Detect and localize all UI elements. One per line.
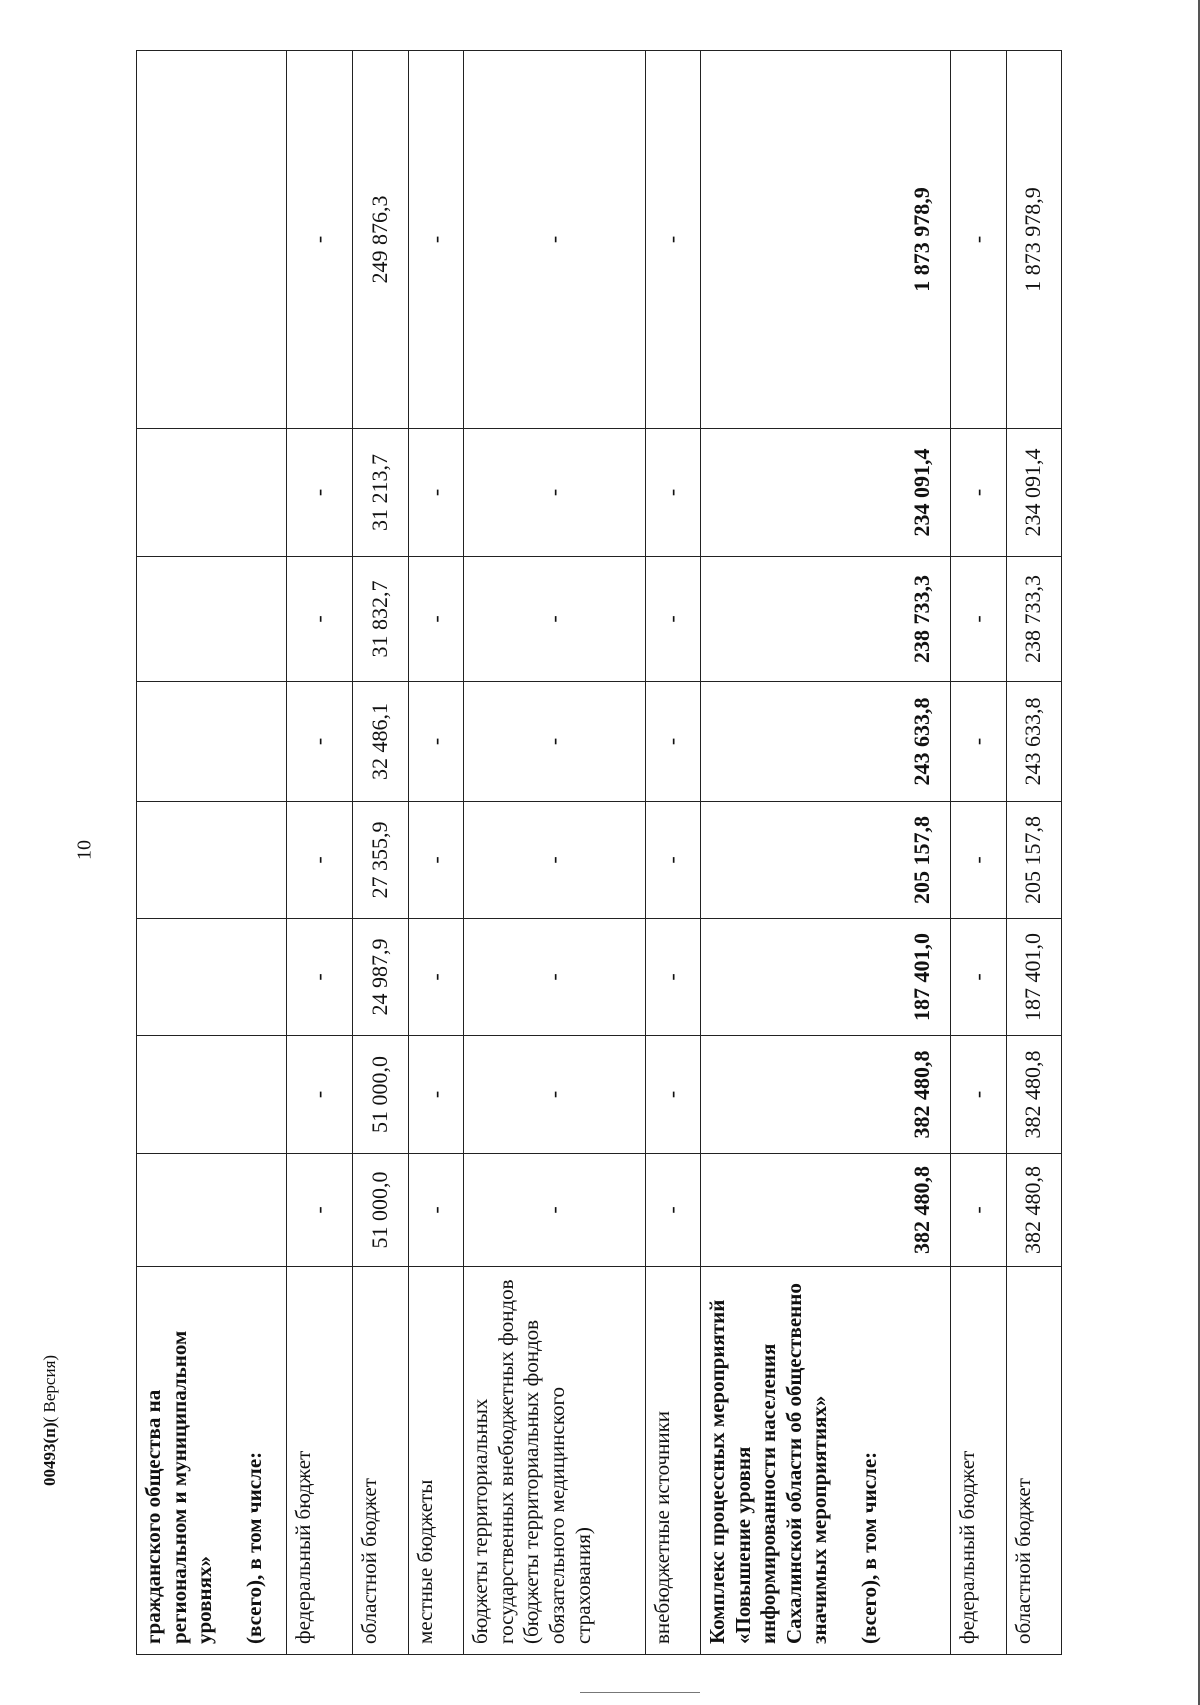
value-cell: 205 157,8 bbox=[701, 802, 951, 919]
value-cell: - bbox=[645, 51, 700, 429]
value-cell bbox=[137, 1154, 287, 1267]
value-cell: 31 213,7 bbox=[353, 429, 408, 557]
value-cell: 382 480,8 bbox=[1006, 1036, 1061, 1154]
value-cell: - bbox=[951, 1036, 1006, 1154]
value-cell: - bbox=[408, 1036, 463, 1154]
section-subtitle: (всего), в том числе: bbox=[241, 1451, 266, 1644]
value-cell: - bbox=[286, 429, 352, 557]
value-cell: 243 633,8 bbox=[701, 682, 951, 802]
value-cell: - bbox=[286, 919, 352, 1036]
value-cell: - bbox=[286, 682, 352, 802]
row-label-cell: областной бюджет bbox=[1006, 1267, 1061, 1655]
value-cell bbox=[137, 802, 287, 919]
value-cell: - bbox=[951, 1154, 1006, 1267]
value-cell bbox=[137, 51, 287, 429]
value-cell bbox=[137, 429, 287, 557]
row-label-cell bbox=[137, 1267, 287, 1655]
table-row bbox=[286, 51, 352, 1655]
table-row bbox=[951, 51, 1006, 1655]
value-cell: - bbox=[645, 682, 700, 802]
page-number: 10 bbox=[73, 840, 96, 860]
value-cell bbox=[137, 919, 287, 1036]
row-label-cell: внебюджетные источники bbox=[645, 1267, 700, 1655]
document-code-number: 00493(п) bbox=[40, 1422, 59, 1486]
value-cell: - bbox=[645, 1036, 700, 1154]
table-row bbox=[353, 51, 408, 1655]
budget-table-body bbox=[137, 51, 1062, 1655]
table-row bbox=[701, 51, 951, 1655]
value-cell: 238 733,3 bbox=[1006, 557, 1061, 682]
value-cell: - bbox=[286, 1036, 352, 1154]
value-cell: 205 157,8 bbox=[1006, 802, 1061, 919]
value-cell: 1 873 978,9 bbox=[701, 51, 951, 429]
value-cell: 187 401,0 bbox=[1006, 919, 1061, 1036]
rotated-table-container bbox=[136, 51, 1062, 1655]
value-cell: - bbox=[286, 1154, 352, 1267]
value-cell: - bbox=[464, 557, 646, 682]
value-cell: - bbox=[951, 802, 1006, 919]
row-label-cell: местные бюджеты bbox=[408, 1267, 463, 1655]
value-cell: 249 876,3 bbox=[353, 51, 408, 429]
budget-table bbox=[136, 50, 1062, 1655]
value-cell: - bbox=[286, 557, 352, 682]
value-cell: 51 000,0 bbox=[353, 1154, 408, 1267]
value-cell: - bbox=[645, 1154, 700, 1267]
value-cell: 187 401,0 bbox=[701, 919, 951, 1036]
value-cell: 234 091,4 bbox=[701, 429, 951, 557]
table-row bbox=[137, 51, 287, 1655]
section-subtitle: (всего), в том числе: bbox=[857, 1451, 882, 1644]
section-title: Комплекс процессных мероприятий «Повышение уровня информированности населения Сахалинской области об общественно значимых мероприятиях» bbox=[705, 1283, 832, 1644]
value-cell: - bbox=[408, 1154, 463, 1267]
table-row bbox=[1006, 51, 1061, 1655]
value-cell: 382 480,8 bbox=[701, 1154, 951, 1267]
value-cell: 382 480,8 bbox=[1006, 1154, 1061, 1267]
value-cell: 32 486,1 bbox=[353, 682, 408, 802]
value-cell: - bbox=[286, 51, 352, 429]
value-cell: 238 733,3 bbox=[701, 557, 951, 682]
value-cell: - bbox=[408, 51, 463, 429]
value-cell: - bbox=[464, 919, 646, 1036]
value-cell: - bbox=[408, 557, 463, 682]
value-cell: - bbox=[645, 429, 700, 557]
value-cell: - bbox=[408, 919, 463, 1036]
table-row bbox=[408, 51, 463, 1655]
value-cell bbox=[137, 557, 287, 682]
value-cell: - bbox=[464, 1036, 646, 1154]
value-cell: 24 987,9 bbox=[353, 919, 408, 1036]
value-cell: - bbox=[464, 802, 646, 919]
value-cell: - bbox=[645, 802, 700, 919]
value-cell: - bbox=[408, 802, 463, 919]
row-label-cell: федеральный бюджет bbox=[951, 1267, 1006, 1655]
value-cell: - bbox=[464, 682, 646, 802]
row-label-cell: бюджеты территориальных государственных внебюджетных фондов (бюджеты территориальных фондов обязательного медицинского страхования) bbox=[464, 1267, 646, 1655]
row-label-cell bbox=[701, 1267, 951, 1655]
table-row bbox=[464, 51, 646, 1655]
value-cell: 382 480,8 bbox=[701, 1036, 951, 1154]
value-cell: 234 091,4 bbox=[1006, 429, 1061, 557]
value-cell: 31 832,7 bbox=[353, 557, 408, 682]
value-cell: - bbox=[951, 682, 1006, 802]
value-cell: - bbox=[951, 557, 1006, 682]
value-cell: - bbox=[408, 429, 463, 557]
section-title: гражданского общества на региональном и муниципальном уровнях» bbox=[141, 1330, 217, 1644]
value-cell: 27 355,9 bbox=[353, 802, 408, 919]
row-label-cell: областной бюджет bbox=[353, 1267, 408, 1655]
document-code bbox=[40, 1355, 60, 1486]
value-cell: - bbox=[951, 51, 1006, 429]
value-cell bbox=[137, 1036, 287, 1154]
value-cell: - bbox=[645, 557, 700, 682]
value-cell: - bbox=[286, 802, 352, 919]
value-cell: - bbox=[645, 919, 700, 1036]
value-cell: 51 000,0 bbox=[353, 1036, 408, 1154]
value-cell bbox=[137, 682, 287, 802]
document-version: ( Версия) bbox=[40, 1354, 59, 1423]
value-cell: - bbox=[951, 429, 1006, 557]
value-cell: - bbox=[464, 51, 646, 429]
value-cell: 243 633,8 bbox=[1006, 682, 1061, 802]
value-cell: - bbox=[464, 429, 646, 557]
scan-line bbox=[580, 1692, 700, 1693]
value-cell: - bbox=[408, 682, 463, 802]
table-row bbox=[645, 51, 700, 1655]
value-cell: - bbox=[464, 1154, 646, 1267]
row-label-cell: федеральный бюджет bbox=[286, 1267, 352, 1655]
value-cell: 1 873 978,9 bbox=[1006, 51, 1061, 429]
value-cell: - bbox=[951, 919, 1006, 1036]
